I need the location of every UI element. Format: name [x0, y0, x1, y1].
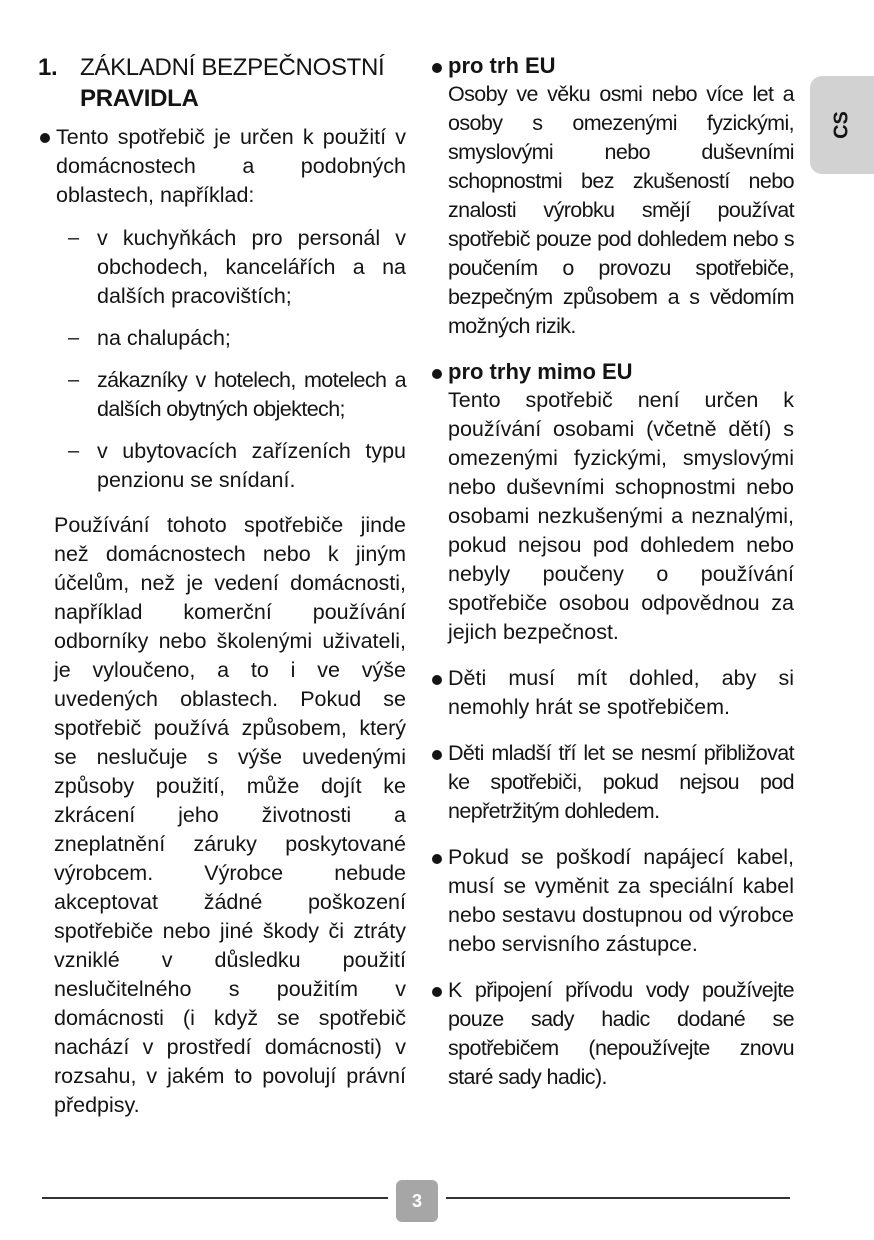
usage-restriction-paragraph: Používání tohoto spotřebiče jinde než domácnostech nebo k jiným účelům, než je vedení domácnosti, například komerční používání odborníky nebo školenými uživateli, je vyloučeno, a to i ve výše uvedených oblastech. Pokud se spotřebič používá způsobem, který se neslučuje s výše uvedenými způsoby použití, může dojít ke zkrácení jeho životnosti a zneplatnění záruky poskytované výrobcem. Výrobce nebude akceptovat žádné poškození spotřebiče nebo jiné škody či ztráty vzniklé v důsledku použití neslučitelného s použitím v domácnosti (i když se spotřebič nachází v prostředí domácnosti) v rozsahu, v jakém to povolují právní předpisy.	[54, 513, 406, 1117]
usage-locations-list	[38, 224, 406, 495]
language-tab	[810, 76, 874, 174]
safety-bullet	[430, 976, 794, 1092]
safety-bullet	[430, 739, 794, 826]
usage-location-item: – v kuchyňkách pro personál v obchodech, kancelářích a na dalších pracovištích;	[38, 224, 406, 311]
right-column	[430, 52, 794, 1109]
usage-intro-text: Tento spotřebič je určen k použití v domácnostech a podobných oblastech, například:	[56, 125, 406, 207]
eu-market-label: pro trh EU	[448, 53, 556, 78]
non-eu-market-text: Tento spotřebič není určen k používání osobami (včetně dětí) s omezenými fyzickými, smyslovými nebo duševními schopnostmi nebo osobami nezkušenými a neznalými, pokud nejsou pod dohledem nebo nebyly poučeny o používání spotřebiče osobou odpovědnou za jejich bezpečnost.	[448, 388, 794, 644]
section-number: 1.	[38, 54, 58, 81]
safety-bullet-text: Děti mladší tří let se nesmí přibližovat ke spotřebiči, pokud nejsou pod nepřetržitým dohledem.	[448, 741, 794, 823]
page-number: 3	[396, 1180, 438, 1222]
usage-location-item: – v ubytovacích zařízeních typu penzionu se snídaní.	[38, 437, 406, 495]
section-heading	[38, 52, 406, 114]
usage-location-item: – na chalupách;	[38, 324, 406, 353]
safety-bullet-text: Pokud se poškodí napájecí kabel, musí se vyměnit za speciální kabel nebo sestavu dostupnou od výrobce nebo servisního zástupce.	[448, 845, 794, 956]
section-title	[80, 52, 406, 114]
eu-market-text: Osoby ve věku osmi nebo více let a osoby s omezenými fyzickými, smyslovými nebo duševními schopnostmi bez zkušeností nebo znalosti výrobku smějí používat spotřebič pouze pod dohledem nebo s poučením o provozu spotřebiče, bezpečným způsobem a s vědomím možných rizik.	[448, 82, 794, 338]
section-title-line1: ZÁKLADNÍ BEZPEČNOSTNÍ	[80, 54, 385, 81]
usage-intro-bullet	[38, 123, 406, 210]
language-code: CS	[830, 111, 853, 139]
left-column	[38, 52, 406, 1120]
usage-location-item: – zákazníky v hotelech, motelech a dalších obytných objektech;	[38, 366, 406, 424]
safety-bullet-text: K připojení přívodu vody používejte pouze sady hadic dodané se spotřebičem (nepoužívejte znovu staré sady hadic).	[448, 978, 794, 1089]
safety-bullet-text: Děti musí mít dohled, aby si nemohly hrát se spotřebičem.	[448, 666, 794, 719]
safety-bullet	[430, 664, 794, 722]
non-eu-market-label: pro trhy mimo EU	[448, 359, 633, 384]
eu-market-bullet	[430, 52, 794, 341]
section-title-line2: PRAVIDLA	[80, 85, 199, 112]
non-eu-market-bullet	[430, 358, 794, 647]
footer-rule-left	[42, 1197, 388, 1199]
footer-rule-right	[446, 1197, 790, 1199]
safety-bullet	[430, 843, 794, 959]
